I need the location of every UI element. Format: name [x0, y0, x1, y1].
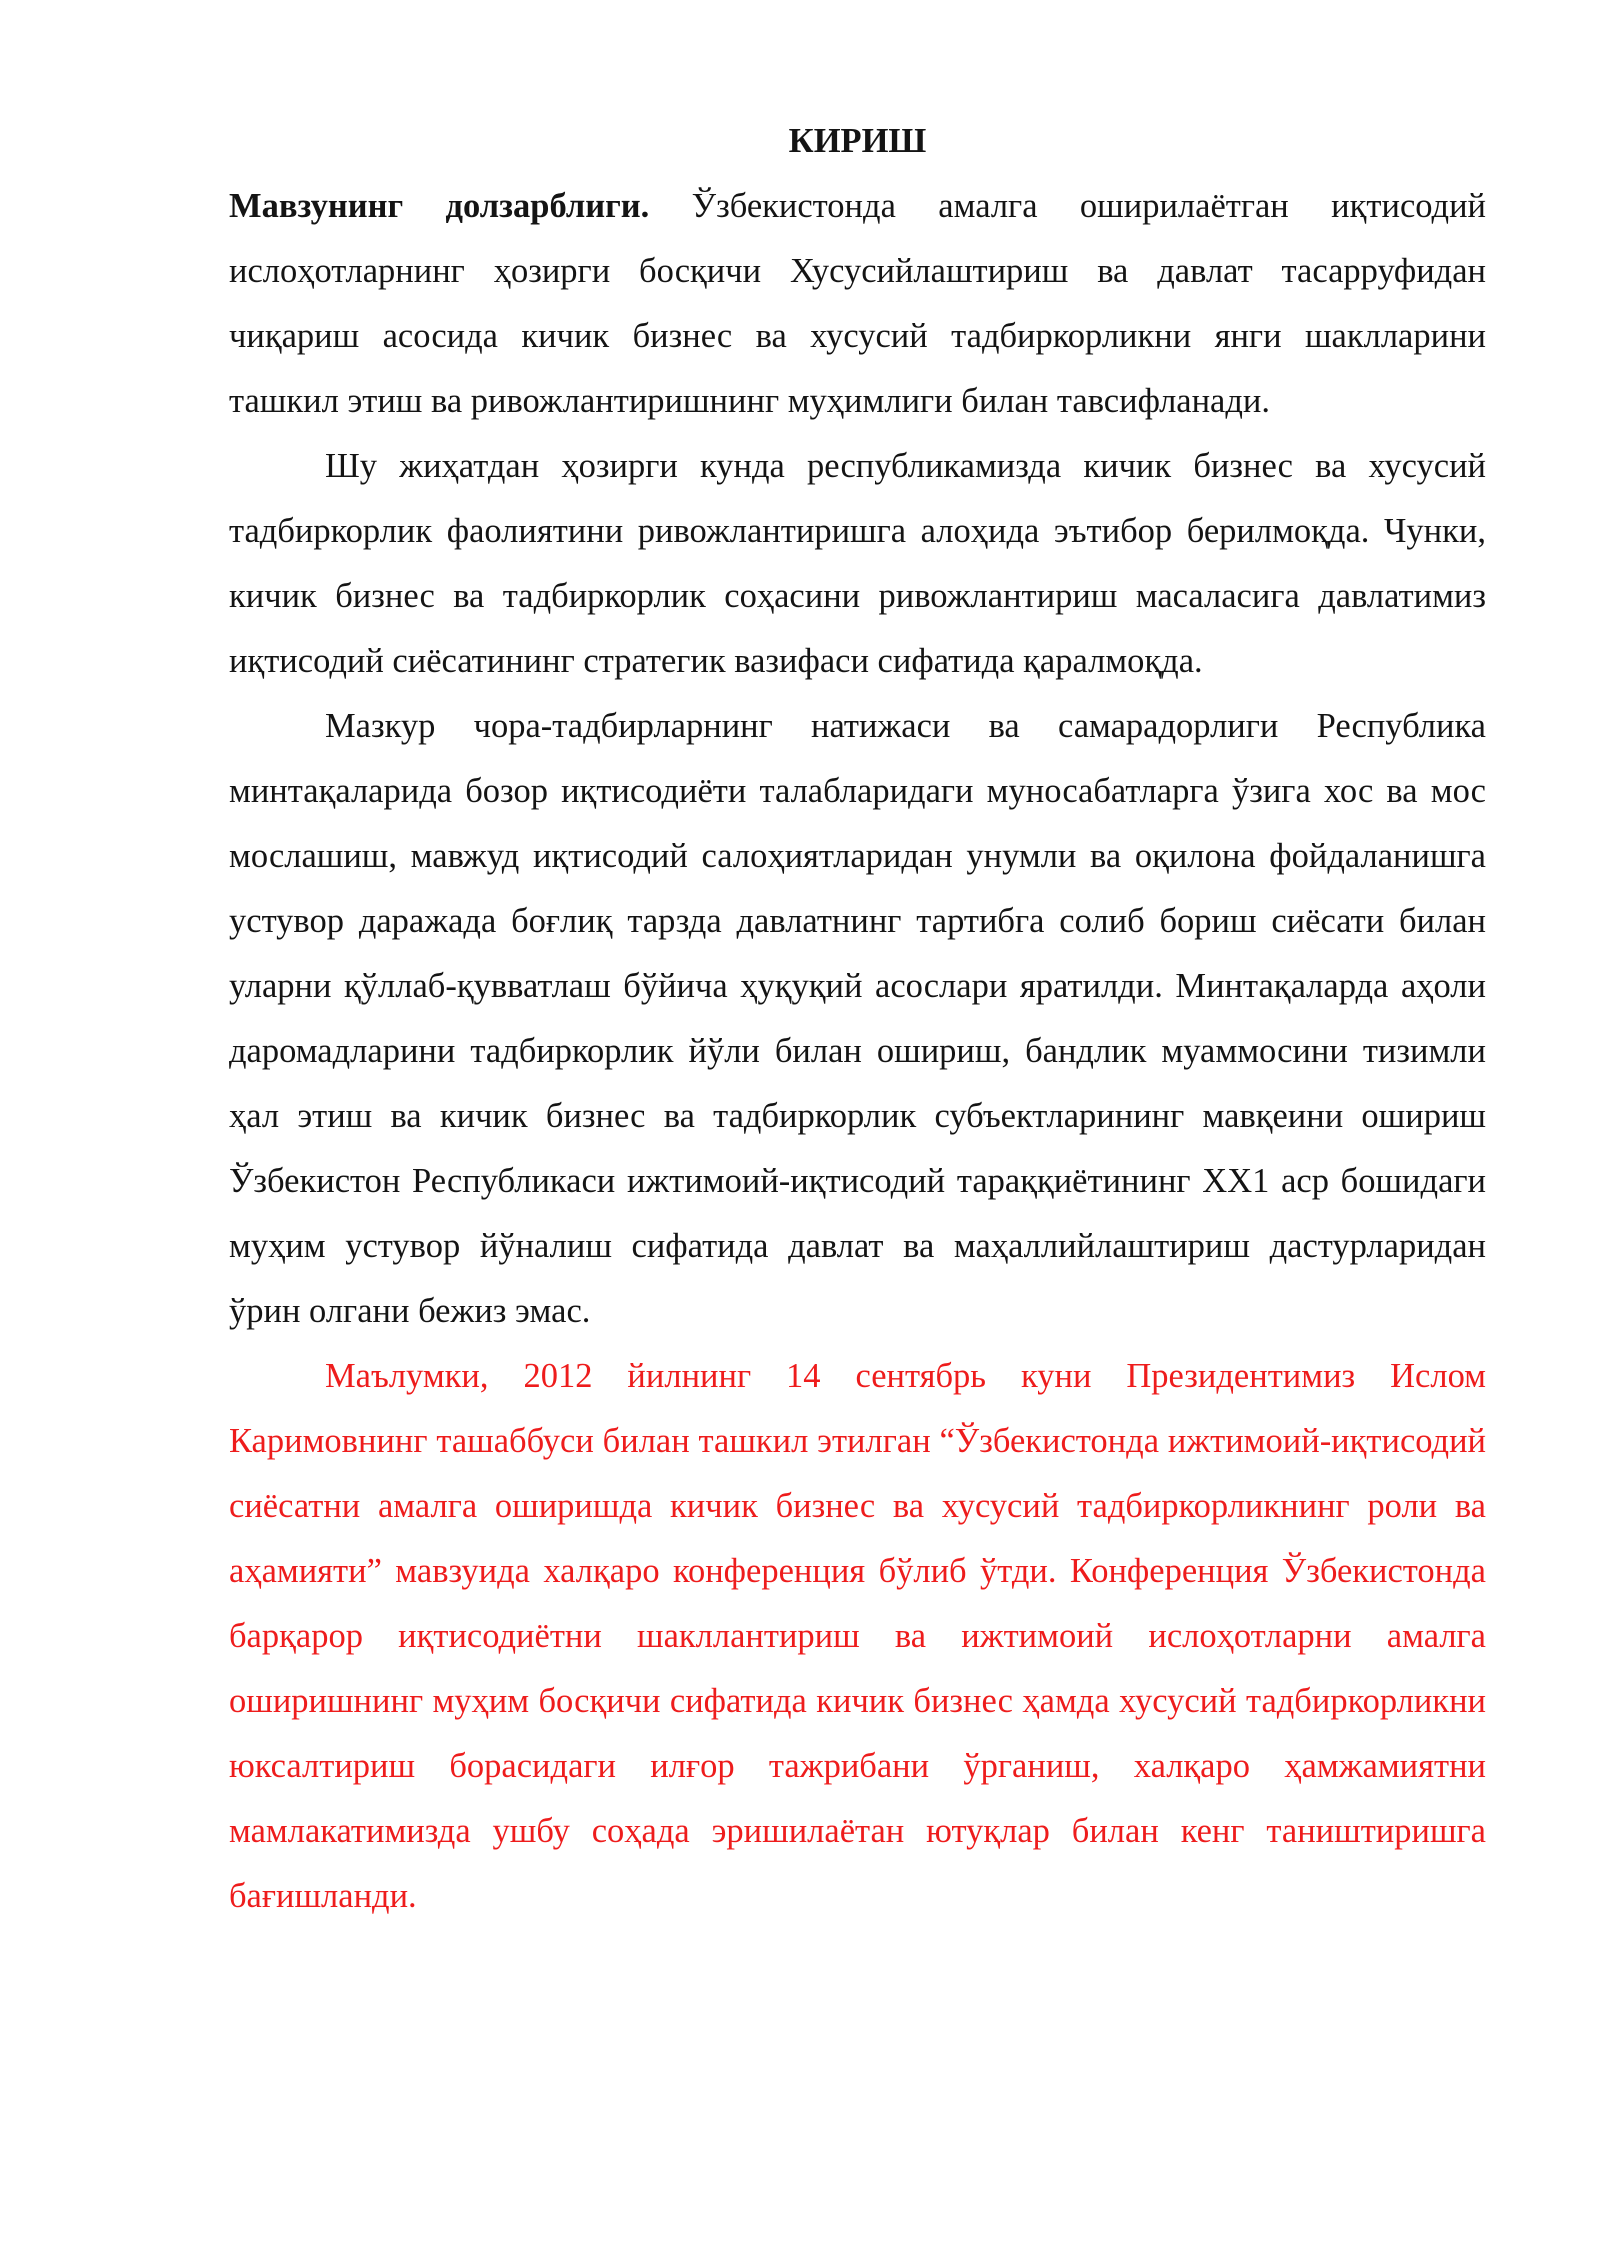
paragraph-conference-red: Маълумки, 2012 йилнинг 14 сентябрь куни Президентимиз Ислом Каримовнинг ташаббуси билан ташкил этилган “Ўзбекистонда ижтимоий-иқтисодий сиёсатни амалга оширишда кичик бизнес ва хусусий тадбиркорликнинг роли ва аҳамияти” мавзуида халқаро конференция бўлиб ўтди. Конференция Ўзбекистонда барқарор иқтисодиётни шакллантириш ва ижтимоий ислоҳотларни амалга оширишнинг муҳим босқичи сифатида кичик бизнес ҳамда хусусий тадбиркорликни юксалтириш борасидаги илғор тажрибани ўрганиш, халқаро ҳамжамиятни мамлакатимизда ушбу соҳада эришилаётан ютуқлар билан кенг таништиришга бағишланди.: [229, 1357, 1486, 1915]
paragraph-small-business-attention: Шу жиҳатдан ҳозирги кунда республикамизда кичик бизнес ва хусусий тадбиркорлик фаолиятини ривожлантиришга алоҳида эътибор берилмоқда. Чунки, кичик бизнес ва тадбиркорлик соҳасини ривожлантириш масаласига давлатимиз иқтисодий сиёсатининг стратегик вазифаси сифатида қаралмоқда.: [229, 447, 1486, 680]
paragraph-lead-bold: Мавзунинг долзарблиги.: [229, 187, 650, 225]
document-body: [229, 109, 1486, 1929]
paragraph-measures-results: Мазкур чора-тадбирларнинг натижаси ва самарадорлиги Республика минтақаларида бозор иқтисодиёти талабларидаги муносабатларга ўзига хос ва мос мослашиш, мавжуд иқтисодий салоҳиятларидан унумли ва оқилона фойдаланишга устувор даражада боғлиқ тарзда давлатнинг тартибга солиб бориш сиёсати билан уларни қўллаб-қувватлаш бўйича ҳуқуқий асослари яратилди. Минтақаларда аҳоли даромадларини тадбиркорлик йўли билан ошириш, бандлик муаммосини тизимли ҳал этиш ва кичик бизнес ва тадбиркорлик субъектларининг мавқеини ошириш Ўзбекистон Республикаси ижтимоий-иқтисодий тараққиётининг XX1 аср бошидаги муҳим устувор йўналиш сифатида давлат ва маҳаллийлаштириш дастурларидан ўрин олгани бежиз эмас.: [229, 707, 1486, 1330]
paragraph-relevance: [229, 174, 1486, 434]
paragraph-relevance-text: Ўзбекистонда амалга оширилаётган иқтисодий ислоҳотларнинг ҳозирги босқичи Хусусийлаштириш ва давлат тасарруфидан чиқариш асосида кичик бизнес ва хусусий тадбиркорликни янги шаклларини ташкил этиш ва ривожлантиришнинг муҳимлиги билан тавсифланади.: [229, 187, 1486, 420]
section-heading: КИРИШ: [788, 122, 927, 160]
